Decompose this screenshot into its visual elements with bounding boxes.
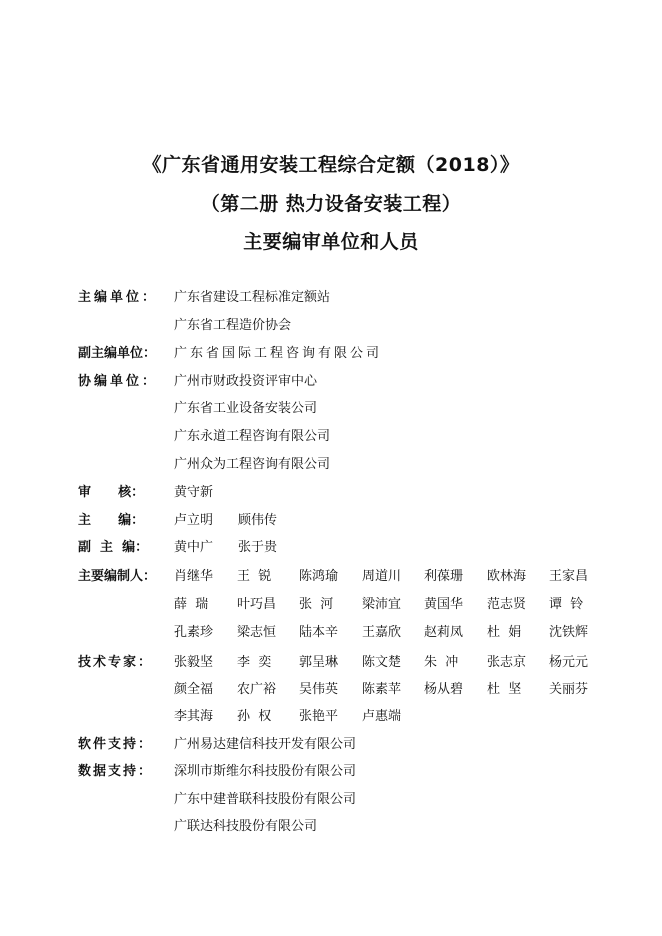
person-name: 张 河 bbox=[299, 597, 334, 612]
deputy-editor-value: 张于贵 bbox=[238, 540, 278, 555]
assist-unit-value: 广州市财政投资评审中心 bbox=[174, 374, 318, 389]
assist-unit-value: 广东永道工程咨询有限公司 bbox=[174, 429, 331, 444]
section-heading: 主要编审单位和人员 bbox=[243, 231, 419, 253]
person-name: 叶巧昌 bbox=[237, 597, 277, 612]
person-name: 李 奕 bbox=[237, 655, 272, 670]
volume-subtitle: （第二册 热力设备安装工程） bbox=[200, 193, 462, 215]
reviewer-value: 黄守新 bbox=[174, 485, 214, 500]
person-name: 张毅坚 bbox=[174, 655, 214, 670]
person-name: 利葆珊 bbox=[424, 569, 464, 584]
person-name: 王 锐 bbox=[237, 569, 272, 584]
deputy-editor-value: 黄中广 bbox=[174, 540, 214, 555]
compilers-label: 主要编制人： bbox=[78, 569, 157, 584]
chief-editor-value: 顾伟传 bbox=[238, 513, 278, 528]
person-name: 杜 娟 bbox=[487, 625, 522, 640]
chief-unit-value: 广东省建设工程标准定额站 bbox=[174, 290, 331, 305]
data-support-value: 深圳市斯维尔科技股份有限公司 bbox=[174, 764, 357, 779]
experts-label: 技术专家： bbox=[78, 655, 154, 670]
person-name: 李其海 bbox=[174, 709, 214, 724]
person-name: 沈铁辉 bbox=[549, 625, 589, 640]
person-name: 卢惠端 bbox=[362, 709, 402, 724]
data-support-label: 数据支持： bbox=[78, 764, 154, 779]
person-name: 杨从碧 bbox=[424, 682, 464, 697]
person-name: 孔素珍 bbox=[174, 625, 214, 640]
person-name: 肖继华 bbox=[174, 569, 214, 584]
person-name: 王嘉欣 bbox=[362, 625, 402, 640]
chief-unit-label: 主编单位： bbox=[78, 290, 159, 305]
person-name: 陆本辛 bbox=[299, 625, 339, 640]
assist-unit-label: 协编单位： bbox=[78, 374, 159, 389]
person-name: 赵莉凤 bbox=[424, 625, 464, 640]
person-name: 朱 冲 bbox=[424, 655, 459, 670]
person-name: 杨元元 bbox=[549, 655, 589, 670]
deputy-unit-value: 广东省国际工程咨询有限公司 bbox=[174, 346, 383, 361]
reviewer-label: 审 核： bbox=[78, 485, 145, 500]
chief-editor-value: 卢立明 bbox=[174, 513, 214, 528]
person-name: 陈素苹 bbox=[362, 682, 402, 697]
software-label: 软件支持： bbox=[78, 737, 154, 752]
person-name: 孙 权 bbox=[237, 709, 272, 724]
person-name: 颜全福 bbox=[174, 682, 214, 697]
assist-unit-value: 广东省工业设备安装公司 bbox=[174, 401, 318, 416]
person-name: 杜 坚 bbox=[487, 682, 522, 697]
person-name: 张志京 bbox=[487, 655, 527, 670]
data-support-value: 广联达科技股份有限公司 bbox=[174, 819, 318, 834]
person-name: 陈鸿瑜 bbox=[299, 569, 339, 584]
document-title: 《广东省通用安装工程综合定额（2018）》 bbox=[142, 154, 520, 176]
person-name: 郭呈琳 bbox=[299, 655, 339, 670]
person-name: 陈文楚 bbox=[362, 655, 402, 670]
assist-unit-value: 广州众为工程咨询有限公司 bbox=[174, 457, 331, 472]
person-name: 梁沛宜 bbox=[362, 597, 402, 612]
person-name: 范志贤 bbox=[487, 597, 527, 612]
person-name: 张艳平 bbox=[299, 709, 339, 724]
person-name: 欧林海 bbox=[487, 569, 527, 584]
person-name: 农广裕 bbox=[237, 682, 277, 697]
data-support-value: 广东中建普联科技股份有限公司 bbox=[174, 792, 357, 807]
person-name: 周道川 bbox=[362, 569, 402, 584]
deputy-editor-label: 副 主 编： bbox=[78, 540, 149, 555]
person-name: 梁志恒 bbox=[237, 625, 277, 640]
person-name: 谭 铃 bbox=[549, 597, 584, 612]
person-name: 关丽芬 bbox=[549, 682, 589, 697]
person-name: 黄国华 bbox=[424, 597, 464, 612]
chief-unit-value: 广东省工程造价协会 bbox=[174, 318, 292, 333]
deputy-unit-label: 副主编单位： bbox=[78, 346, 157, 361]
person-name: 吴伟英 bbox=[299, 682, 339, 697]
chief-editor-label: 主 编： bbox=[78, 513, 145, 528]
software-value: 广州易达建信科技开发有限公司 bbox=[174, 737, 357, 752]
person-name: 薛 瑞 bbox=[174, 597, 209, 612]
person-name: 王家昌 bbox=[549, 569, 589, 584]
